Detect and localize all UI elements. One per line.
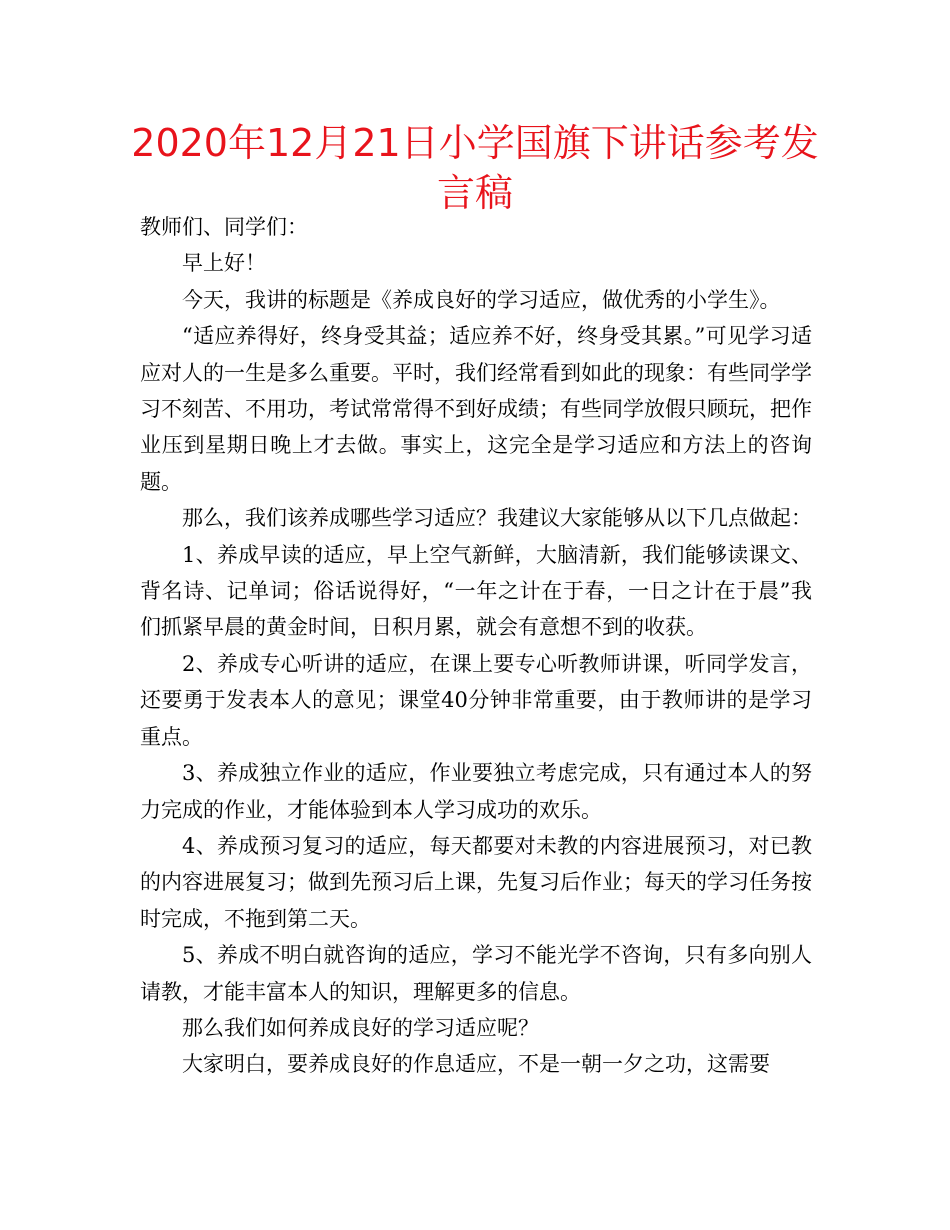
paragraph: 早上好！ bbox=[182, 251, 266, 276]
paragraph: 1、养成早读的适应，早上空气新鲜，大脑清新，我们能够读课文、背名诗、记单词；俗话说得好，“一年之计在于春，一日之计在于晨”我们抓紧早晨的黄金时间，日积月累，就会有意想不到的收获。 bbox=[140, 542, 812, 640]
paragraph: 2、养成专心听讲的适应，在课上要专心听教师讲课，听同学发言，还要勇于发表本人的意见；课堂40分钟非常重要，由于教师讲的是学习重点。 bbox=[140, 651, 812, 749]
paragraph: 大家明白，要养成良好的作息适应，不是一朝一夕之功，这需要 bbox=[182, 1052, 770, 1077]
paragraph: 5、养成不明白就咨询的适应，学习不能光学不咨询，只有多向别人请教，才能丰富本人的知识，理解更多的信息。 bbox=[140, 943, 812, 1004]
salutation: 教师们、同学们： bbox=[140, 215, 308, 239]
paragraph: 4、养成预习复习的适应，每天都要对未教的内容进展预习，对已教的内容进展复习；做到先预习后上课，先复习后作业；每天的学习任务按时完成，不拖到第二天。 bbox=[140, 833, 812, 931]
paragraph: 那么我们如何养成良好的学习适应呢？ bbox=[182, 1015, 539, 1040]
paragraph: 今天，我讲的标题是《养成良好的学习适应，做优秀的小学生》。 bbox=[182, 287, 781, 312]
document-body bbox=[140, 209, 812, 1083]
paragraph: 那么，我们该养成哪些学习适应？我建议大家能够从以下几点做起： bbox=[182, 506, 812, 531]
paragraph: 3、养成独立作业的适应，作业要独立考虑完成，只有通过本人的努力完成的作业，才能体验到本人学习成功的欢乐。 bbox=[140, 761, 812, 822]
document-title: 2020年12月21日小学国旗下讲话参考发言稿 bbox=[131, 121, 819, 215]
paragraph: “适应养得好，终身受其益；适应养不好，终身受其累。”可见学习适应对人的一生是多么重要。平时，我们经常看到如此的现象：有些同学学习不刻苦、不用功，考试常常得不到好成绩；有些同学放假只顾玩，把作业压到星期日晚上才去做。事实上，这完全是学习适应和方法上的咨询题。 bbox=[140, 324, 812, 494]
